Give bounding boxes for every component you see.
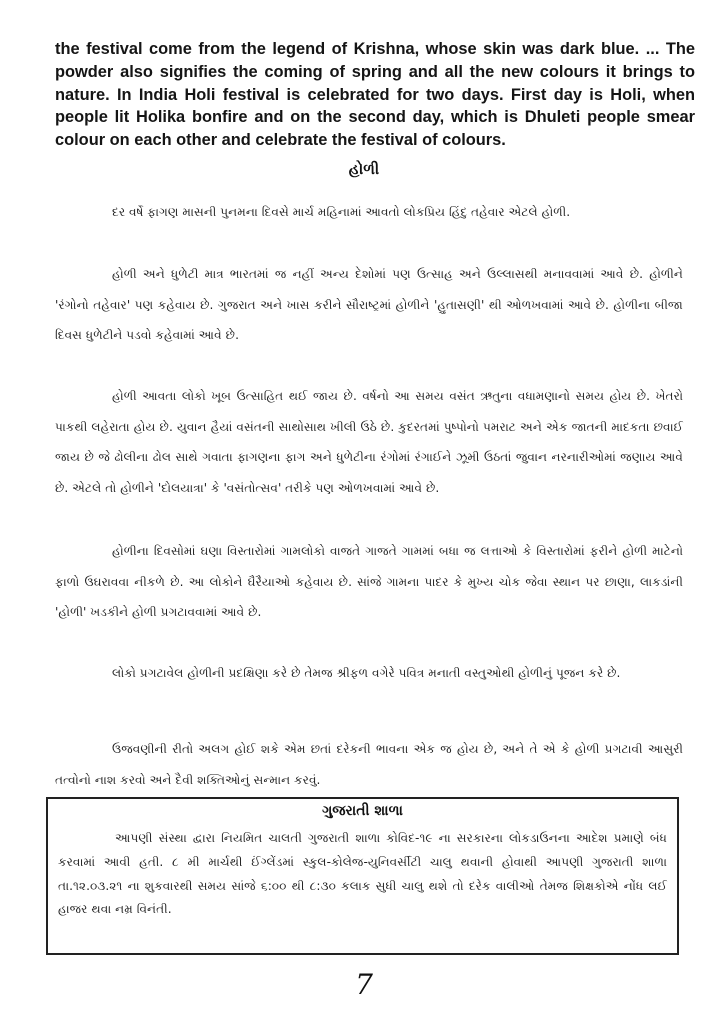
- gujarati-paragraph-3: હોળી આવતા લોકો ખૂબ ઉત્સાહિત થઈ જાય છે. વર્ષનો આ સમય વસંત ઋતુના વધામણાનો સમય હોય છે. ખેતરો પાકથી લહેરાતા હોય છે. યુવાન હૈયાં વસંતની સાથોસાથ ખીલી ઉઠે છે. કુદરતમાં પુષ્પોનો પમરાટ અને એક જાતની માદકતા છવાઈ જાય છે જે ઢોલીના ઢોલ સાથે ગવાતા ફાગણના ફાગ અને ધુળેટીના રંગોમાં રંગાઈને ઝૂમી ઉઠતાં જુવાન નરનારીઓમાં જણાય આવે છે. એટલે તો હોળીને 'દોલયાત્રા' કે 'વસંતોત્સવ' તરીકે પણ ઓળખવામાં આવે છે.: [55, 389, 683, 496]
- notice-text: આપણી સંસ્થા દ્વારા નિયમિત ચાલતી ગુજરાતી શાળા કોવિદ-૧૯ ના સરકારના લોકડાઉનના આદેશ પ્રમાણે બંધ કરવામાં આવી હતી. ૮ મી માર્ચથી ઈંગ્લેંડમાં સ્કુલ-કોલેજ-યુનિવર્સીટી ચાલુ થવાની હોવાથી આપણી ગુજરાતી શાળા તા.૧૨.૦૩.૨૧ ના શુકવારથી સમય સાંજે ૬:૦૦ થી ૮:૩૦ કલાક સુધી ચાલુ થશે તો દરેક વાલીઓ તેમજ શિક્ષકોએ નોંધ લઈ હાજર થવા નમ્ર વિનંતી.: [58, 831, 667, 917]
- gujarati-paragraph-4: હોળીના દિવસોમાં ઘણા વિસ્તારોમાં ગામલોકો વાજતે ગાજતે ગામમાં બધા જ લત્તાઓ કે વિસ્તારોમાં ફરીને હોળી માટેનો ફાળો ઉઘરાવવા નીકળે છે. આ લોકોને ઘૈરૈયાઓ કહેવાય છે. સાંજે ગામના પાદર કે મુખ્ય ચોક જેવા સ્થાન પર છાણા, લાકડાંની 'હોળી' ખડકીને હોળી પ્રગટાવવામાં આવે છે.: [55, 544, 683, 620]
- gujarati-paragraph-6: ઉજવણીની રીતો અલગ હોઈ શકે એમ છતાં દરેકની ભાવના એક જ હોય છે, અને તે એ કે હોળી પ્રગટાવી આસુરી તત્વોનો નાશ કરવો અને દૈવી શક્તિઓનું સન્માન કરવું.: [55, 742, 683, 787]
- school-notice-box: [46, 797, 679, 955]
- section-heading-holi: હોળી: [348, 160, 380, 178]
- gujarati-paragraph-5: લોકો પ્રગટાવેલ હોળીની પ્રદક્ષિણા કરે છે તેમજ શ્રીફળ વગેરે પવિત્ર મનાતી વસ્તુઓથી હોળીનું પૂજન કરે છે.: [112, 666, 621, 680]
- gujarati-paragraph-1: દર વર્ષે ફાગણ માસની પુનમના દિવસે માર્ચ મહિનામાં આવતો લોકપ્રિય હિંદુ તહેવાર એટલે હોળી.: [112, 205, 571, 219]
- page-number: 7: [355, 968, 373, 1001]
- gujarati-paragraph-2: હોળી અને ધુળેટી માત્ર ભારતમાં જ નહીં અન્ય દેશોમાં પણ ઉત્સાહ અને ઉલ્લાસથી મનાવવામાં આવે છે. હોળીને 'રંગોનો તહેવાર' પણ કહેવાય છે. ગુજરાત અને ખાસ કરીને સૌરાષ્ટ્રમાં હોળીને 'હુતાસણી' થી ઓળખવામાં આવે છે. હોળીના બીજા દિવસ ધુળેટીને પડવો કહેવામાં આવે છે.: [55, 267, 683, 343]
- notice-title: ગુજરાતી શાળા: [322, 803, 403, 819]
- english-intro-paragraph: the festival come from the legend of Krishna, whose skin was dark blue. ... The powder also signifies the coming of spring and all the new colours it brings to nature. In India Holi festival is celebrated for two days. First day is Holi, when people lit Holika bonfire and on the second day, which is Dhuleti people smear colour on each other and celebrate the festival of colours.: [55, 40, 695, 150]
